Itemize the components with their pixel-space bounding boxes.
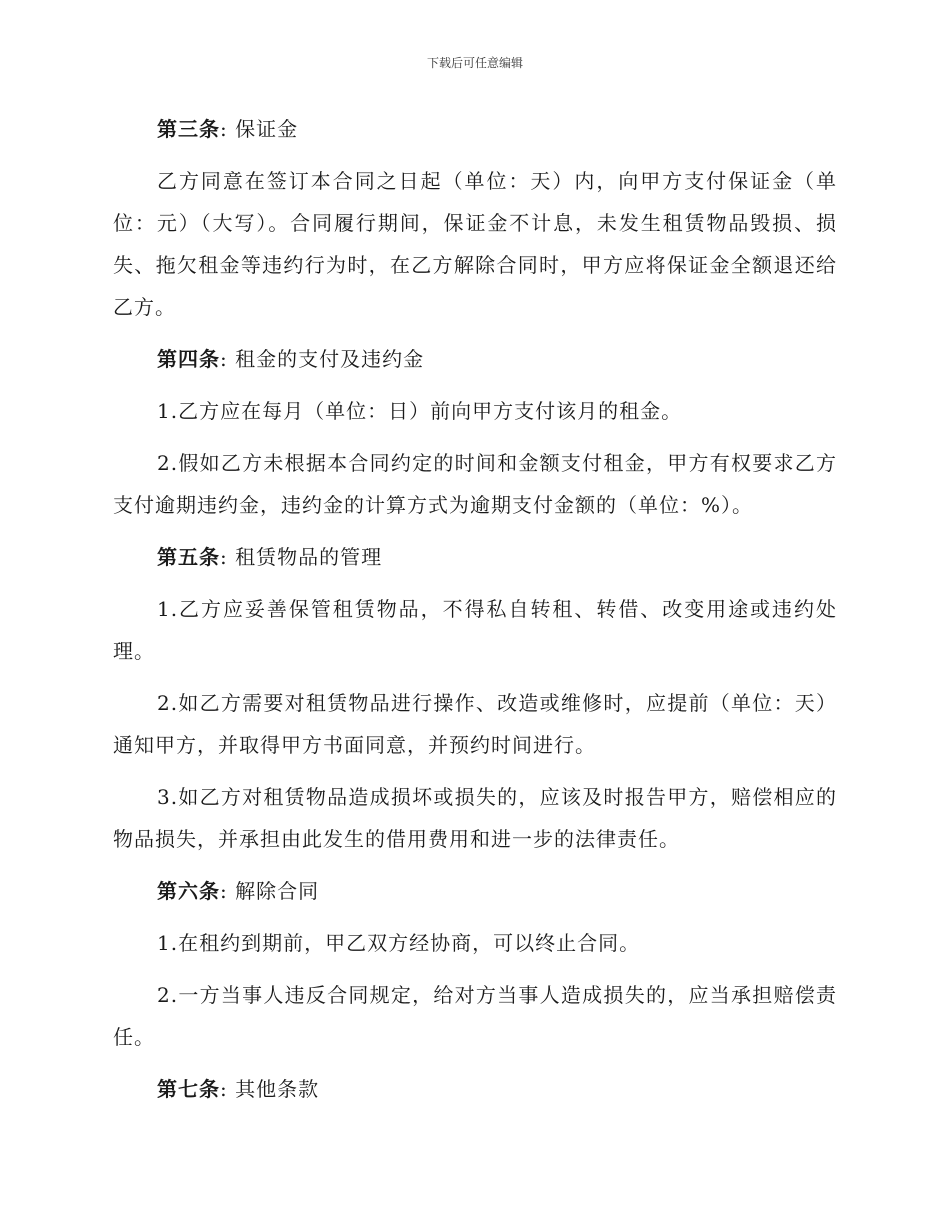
- document-body: [113, 108, 837, 1120]
- article-label: 第三条: [157, 117, 220, 141]
- article-label: 第七条: [157, 1077, 220, 1101]
- article-paragraph: 2.假如乙方未根据本合同约定的时间和金额支付租金，甲方有权要求乙方支付逾期违约金，违约金的计算方式为逾期支付金额的（单位：%）。: [113, 451, 837, 517]
- article-heading: [113, 108, 837, 150]
- article-heading: [113, 536, 837, 578]
- article-title: 租赁物品的管理: [235, 545, 383, 569]
- article-label: 第五条: [157, 545, 220, 569]
- article-paragraph: 3.如乙方对租赁物品造成损坏或损失的，应该及时报告甲方，赔偿相应的物品损失，并承担由此发生的借用费用和进一步的法律责任。: [113, 785, 837, 851]
- article-title: 保证金: [235, 117, 299, 141]
- article-heading: [113, 1068, 837, 1110]
- article-label: 第四条: [157, 347, 220, 371]
- article-title: 其他条款: [235, 1077, 320, 1101]
- article-separator: :: [220, 1077, 228, 1101]
- article-label: 第六条: [157, 879, 220, 903]
- article-title: 租金的支付及违约金: [235, 347, 425, 371]
- article-separator: :: [220, 117, 228, 141]
- article-separator: :: [220, 347, 228, 371]
- article-heading: [113, 870, 837, 912]
- page-header: 下载后可任意编辑: [426, 56, 523, 70]
- article-paragraph: 1.乙方应妥善保管租赁物品，不得私自转租、转借、改变用途或违约处理。: [113, 597, 837, 663]
- article-title: 解除合同: [235, 879, 320, 903]
- article-paragraph: 1.在租约到期前，甲乙双方经协商，可以终止合同。: [157, 931, 641, 955]
- article-paragraph: 1.乙方应在每月（单位：日）前向甲方支付该月的租金。: [157, 399, 683, 423]
- article-paragraph: 2.如乙方需要对租赁物品进行操作、改造或维修时，应提前（单位：天）通知甲方，并取得甲方书面同意，并预约时间进行。: [113, 691, 837, 757]
- article-paragraph: 2.一方当事人违反合同规定，给对方当事人造成损失的，应当承担赔偿责任。: [113, 983, 837, 1049]
- article-separator: :: [220, 879, 228, 903]
- article-heading: [113, 338, 837, 380]
- article-separator: :: [220, 545, 228, 569]
- article-paragraph: 乙方同意在签订本合同之日起（单位：天）内，向甲方支付保证金（单位：元）（大写）。合同履行期间，保证金不计息，未发生租赁物品毁损、损失、拖欠租金等违约行为时，在乙方解除合同时，甲方应将保证金全额退还给乙方。: [113, 169, 837, 319]
